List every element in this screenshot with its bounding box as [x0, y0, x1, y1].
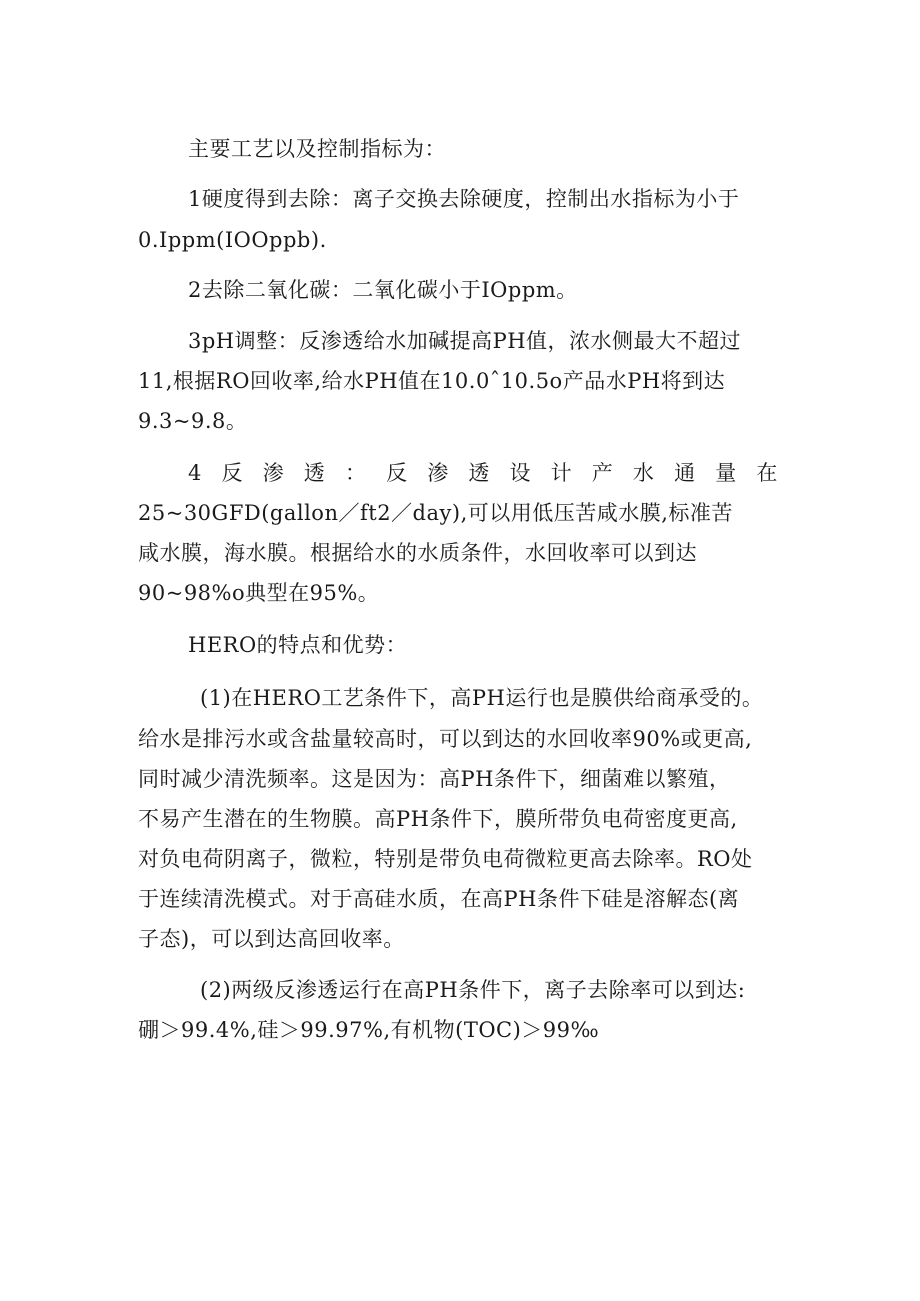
item4-line3: 咸水膜，海水膜。根据给水的水质条件，水回收率可以到达 — [138, 541, 697, 565]
item4-word: 在 — [756, 461, 778, 485]
item1-line1: 1硬度得到去除：离子交换去除硬度，控制出水指标为小于 — [188, 187, 740, 211]
item4-word: 产 — [591, 461, 614, 485]
item3-line1: 3pH调整：反渗透给水加碱提高PH值，浓水侧最大不超过 — [188, 329, 742, 353]
item4-line2: 25~30GFD(gallon／ft2／day),可以用低压苦咸水膜,标准苦 — [138, 501, 733, 525]
item4-line1 — [188, 463, 778, 484]
point1-line3: 同时减少清洗频率。这是因为：高PH条件下，细菌难以繁殖， — [138, 767, 731, 791]
item4-word: 透 — [303, 461, 326, 485]
intro-heading: 主要工艺以及控制指标为： — [188, 137, 446, 161]
item2-line1: 2去除二氧化碳：二氧化碳小于IOppm。 — [188, 278, 578, 302]
item4-word: ： — [344, 461, 367, 485]
item4-line4: 90~98%o典型在95%。 — [138, 581, 380, 605]
point1-line7: 子态)，可以到达高回收率。 — [138, 927, 405, 951]
item3-line3: 9.3~9.8。 — [138, 409, 248, 433]
item4-word: 渗 — [427, 461, 449, 485]
item4-word: 反 — [221, 461, 244, 485]
item1-line2: 0.Ippm(IOOppb). — [138, 228, 327, 252]
item3-line2: 11,根据RO回收率,给水PH值在10.0ˆ10.5o产品水PH将到达 — [138, 369, 726, 393]
item4-word: 反 — [386, 461, 408, 485]
point1-line6: 于连续清洗模式。对于高硅水质，在高PH条件下硅是溶解态(离 — [138, 887, 740, 911]
item4-word: 计 — [550, 461, 573, 485]
item4-word: 4 — [188, 461, 202, 485]
item4-word: 水 — [632, 461, 655, 485]
point1-line5: 对负电荷阴离子，微粒，特别是带负电荷微粒更高去除率。RO处 — [138, 847, 753, 871]
item4-word: 量 — [715, 461, 737, 485]
point1-line4: 不易产生潜在的生物膜。高PH条件下，膜所带负电荷密度更高, — [138, 807, 738, 831]
item4-word: 透 — [468, 461, 490, 485]
point1-line1: (1)在HERO工艺条件下，高PH运行也是膜供给商承受的。 — [200, 686, 764, 710]
point2-line2: 硼＞99.4%,硅＞99.97%,有机物(TOC)＞99‰ — [138, 1018, 600, 1042]
item4-word: 通 — [674, 461, 696, 485]
point1-line2: 给水是排污水或含盐量较高时，可以到达的水回收率90%或更高, — [138, 727, 753, 751]
item4-word: 渗 — [262, 461, 285, 485]
hero-heading: HERO的特点和优势： — [188, 633, 408, 657]
point2-line1: (2)两级反渗透运行在高PH条件下，离子去除率可以到达: — [200, 978, 746, 1002]
item4-word: 设 — [509, 461, 531, 485]
